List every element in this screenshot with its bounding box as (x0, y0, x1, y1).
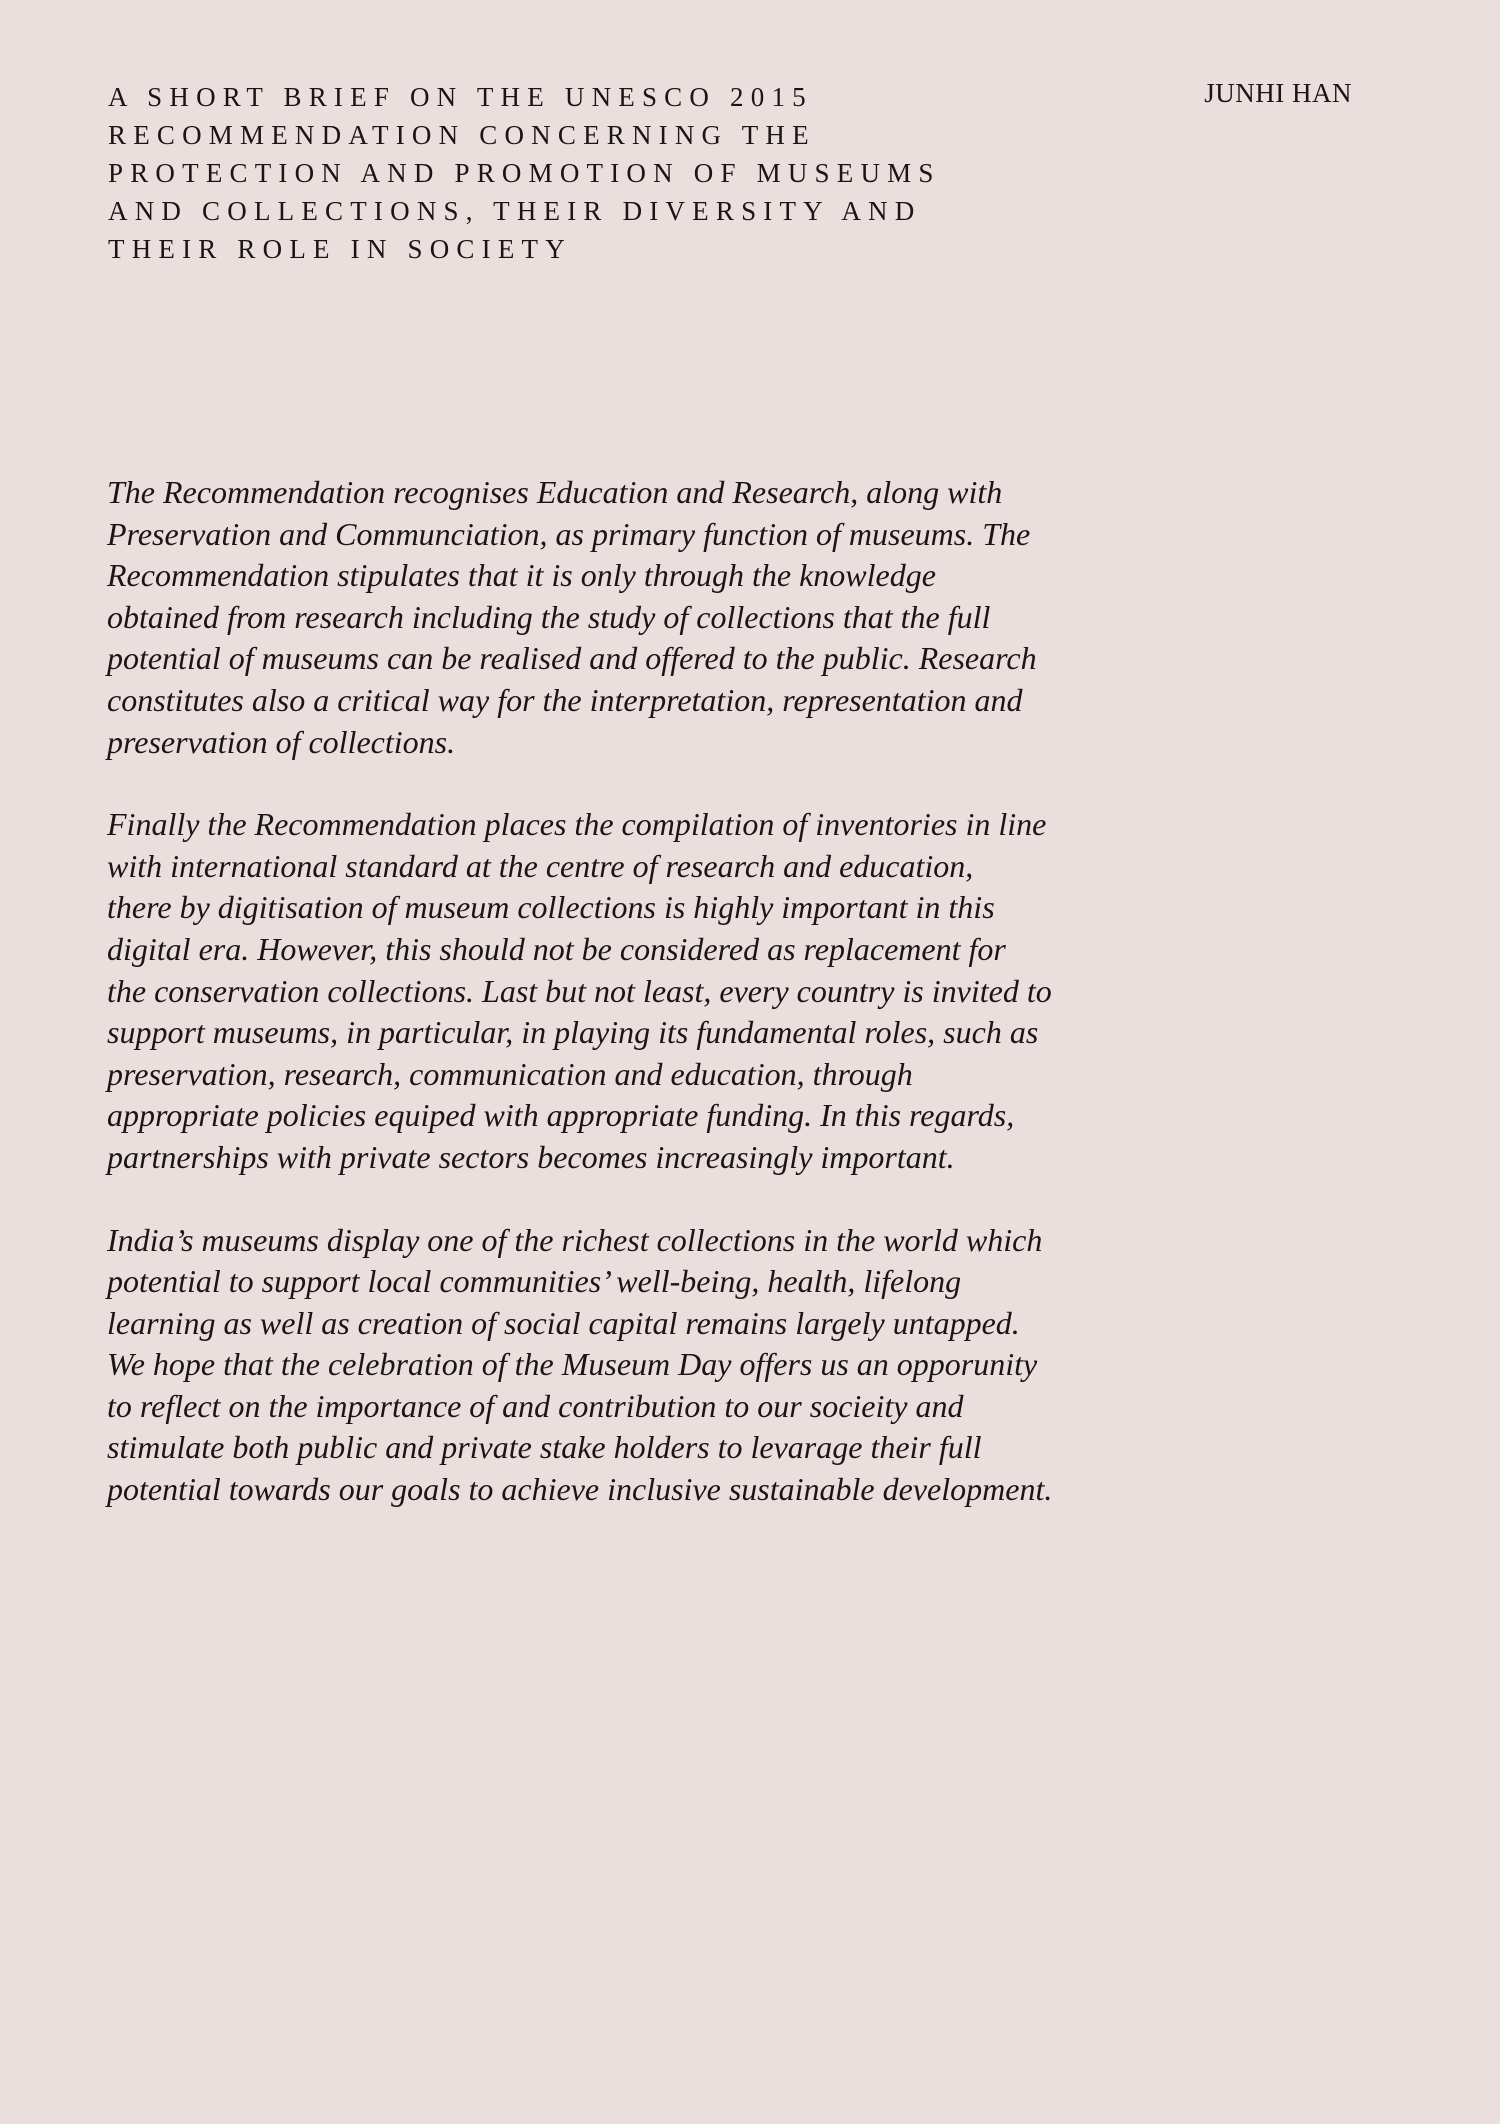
paragraph-line: with international standard at the centre of research and education, (107, 847, 974, 884)
paragraph-line: appropriate policies equiped with appropriate funding. In this regards, (107, 1097, 1015, 1134)
document-title (108, 78, 1108, 268)
paragraph-line: potential of museums can be realised and offered to the public. Research (107, 640, 1037, 677)
paragraph-line: partnerships with private sectors becomes increasingly important. (107, 1138, 955, 1175)
paragraph-line: to reflect on the importance of and contribution to our socieity and (107, 1387, 964, 1424)
title-line: THEIR ROLE IN SOCIETY (108, 234, 572, 264)
title-line: AND COLLECTIONS, THEIR DIVERSITY AND (108, 196, 922, 226)
paragraph-line: obtained from research including the study of collections that the full (107, 598, 991, 635)
paragraph-line: India’s museums display one of the richest collections in the world which (107, 1221, 1043, 1258)
paragraph-line: Recommendation stipulates that it is only through the knowledge (107, 557, 936, 594)
body-paragraph (107, 1220, 1107, 1511)
paragraph-line: stimulate both public and private stake holders to levarage their full (107, 1429, 982, 1466)
paragraph-line: there by digitisation of museum collections is highly important in this (107, 889, 995, 926)
paragraph-line: learning as well as creation of social capital remains largely untapped. (107, 1304, 1020, 1341)
paragraph-line: potential to support local communities’ well-being, health, lifelong (107, 1263, 962, 1300)
body-paragraph (107, 804, 1107, 1178)
paragraph-line: The Recommendation recognises Education and Research, along with (107, 474, 1003, 510)
title-line: RECOMMENDATION CONCERNING THE (108, 120, 816, 150)
paragraph-line: preservation of collections. (107, 723, 456, 760)
paragraph-line: We hope that the celebration of the Museum Day offers us an opporunity (107, 1346, 1038, 1383)
paragraph-line: preservation, research, communication and education, through (107, 1055, 913, 1092)
paragraph-line: the conservation collections. Last but not least, every country is invited to (107, 972, 1052, 1009)
paragraph-line: support museums, in particular, in playing its fundamental roles, such as (107, 1014, 1039, 1051)
author-name: JUNHI HAN (1204, 78, 1352, 108)
paragraph-line: digital era. However, this should not be considered as replacement for (107, 930, 1006, 967)
paragraph-line: constitutes also a critical way for the interpretation, representation and (107, 681, 1023, 718)
document-body (107, 472, 1107, 1552)
paragraph-line: Finally the Recommendation places the compilation of inventories in line (107, 806, 1047, 843)
title-line: A SHORT BRIEF ON THE UNESCO 2015 (108, 82, 813, 112)
paragraph-line: Preservation and Communciation, as primary function of museums. The (107, 515, 1031, 552)
body-paragraph (107, 472, 1107, 763)
title-line: PROTECTION AND PROMOTION OF MUSEUMS (108, 158, 941, 188)
paragraph-line: potential towards our goals to achieve inclusive sustainable development. (107, 1471, 1053, 1508)
